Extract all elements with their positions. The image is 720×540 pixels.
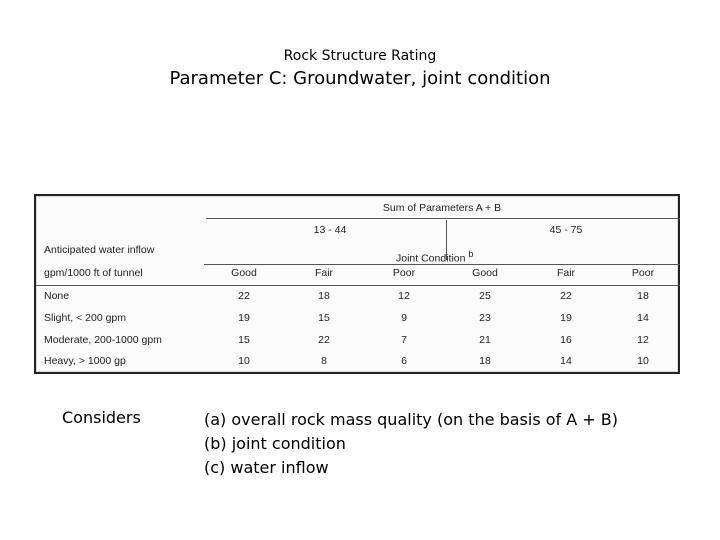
row-label: Moderate, 200-1000 gpm xyxy=(44,334,162,346)
table-cell: 18 xyxy=(479,355,491,367)
table-cell: 19 xyxy=(238,312,250,324)
considers-label: Considers xyxy=(62,408,141,427)
joint-condition-label: Joint Condition xyxy=(396,252,466,265)
considers-item: (a) overall rock mass quality (on the basis of A + B) xyxy=(204,410,618,429)
table-cell: 14 xyxy=(637,312,649,324)
table-cell: 18 xyxy=(637,290,649,302)
table-cell: 14 xyxy=(560,355,572,367)
table-cell: 9 xyxy=(401,312,407,324)
table-cell: 18 xyxy=(318,290,330,302)
row-label: Slight, < 200 gpm xyxy=(44,312,127,324)
slide-title: Parameter C: Groundwater, joint condition xyxy=(169,68,551,89)
range-high-header: 45 - 75 xyxy=(549,224,583,236)
table-cell: 6 xyxy=(401,355,407,367)
table-cell: 19 xyxy=(560,312,572,324)
table-cell: 10 xyxy=(238,355,250,367)
table-cell: 12 xyxy=(398,290,410,302)
column-header: Fair xyxy=(314,267,334,279)
considers-item: (c) water inflow xyxy=(204,458,329,477)
slide-subtitle: Rock Structure Rating xyxy=(283,48,437,64)
row-header-line-2: gpm/1000 ft of tunnel xyxy=(44,267,143,279)
column-header: Good xyxy=(472,267,498,279)
sum-of-parameters-header: Sum of Parameters A + B xyxy=(382,202,502,214)
table-cell: 25 xyxy=(479,290,491,302)
table-cell: 15 xyxy=(318,312,330,324)
considers-item: (b) joint condition xyxy=(204,434,346,453)
table-rule-top-header xyxy=(206,218,680,219)
table-cell: 12 xyxy=(637,334,649,346)
column-header: Poor xyxy=(631,267,655,279)
table-cell: 10 xyxy=(637,355,649,367)
row-label: Heavy, > 1000 gp xyxy=(44,355,126,367)
table-cell: 23 xyxy=(479,312,491,324)
table-rule-body xyxy=(36,285,680,286)
row-label: None xyxy=(44,290,70,302)
range-low-header: 13 - 44 xyxy=(313,224,347,236)
table-cell: 22 xyxy=(318,334,330,346)
table-cell: 22 xyxy=(238,290,250,302)
column-header: Fair xyxy=(556,267,576,279)
table-cell: 7 xyxy=(401,334,407,346)
table-cell: 22 xyxy=(560,290,572,302)
table-cell: 15 xyxy=(238,334,250,346)
table-cell: 16 xyxy=(560,334,572,346)
column-header: Poor xyxy=(392,267,416,279)
column-header: Good xyxy=(231,267,257,279)
joint-condition-header xyxy=(396,249,473,265)
row-header-line-1: Anticipated water inflow xyxy=(44,244,155,256)
table-cell: 21 xyxy=(479,334,491,346)
rating-table xyxy=(34,194,680,374)
table-cell: 8 xyxy=(321,355,327,367)
joint-condition-note: b xyxy=(468,249,474,259)
considers-list xyxy=(204,408,618,480)
